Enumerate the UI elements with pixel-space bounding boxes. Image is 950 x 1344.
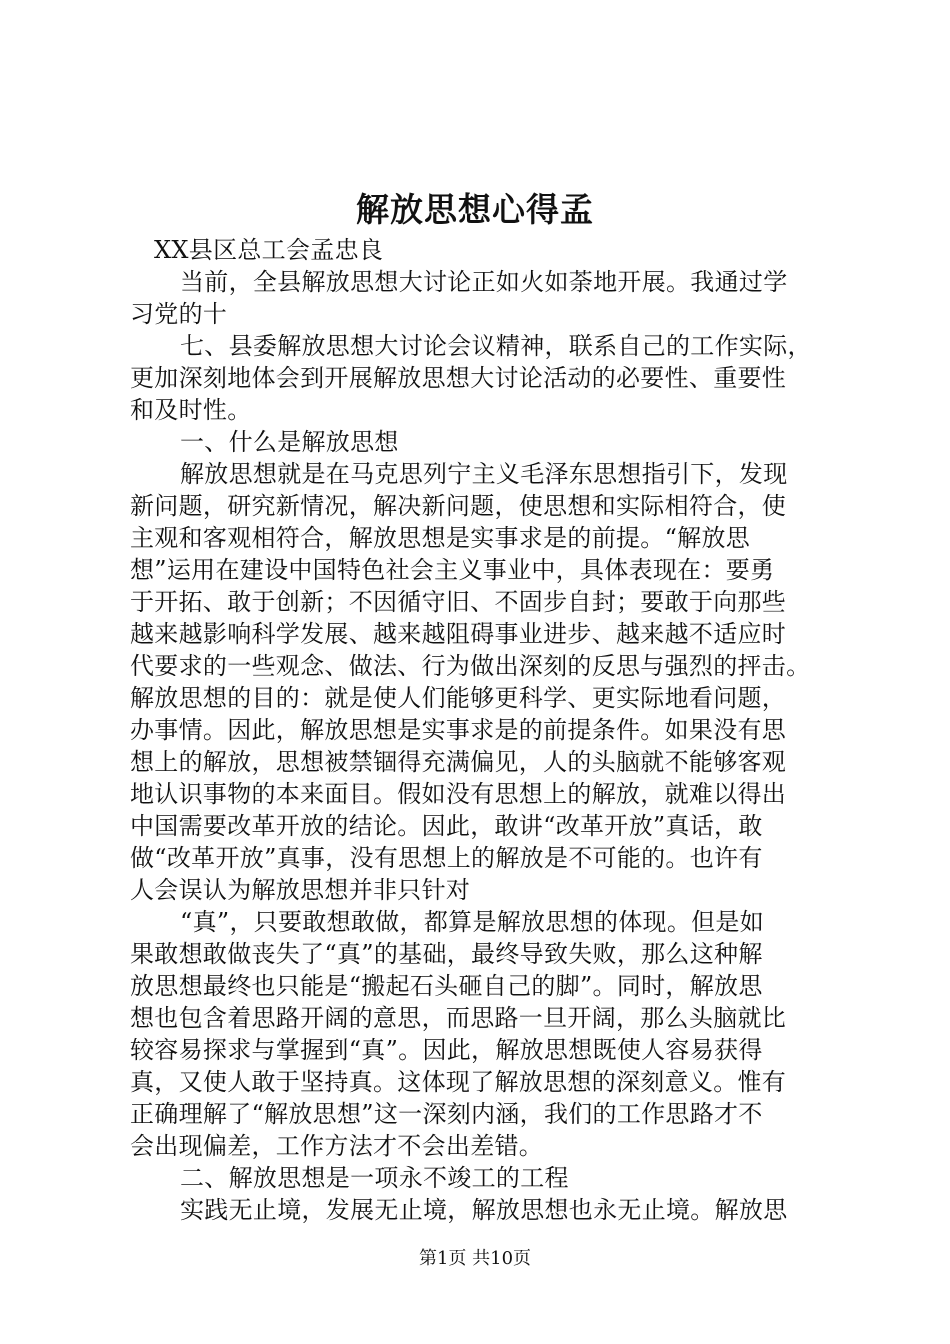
- body-line: 会出现偏差，工作方法才不会出差错。: [130, 1132, 544, 1160]
- document-body: [130, 234, 850, 1226]
- body-line: 代要求的一些观念、做法、行为做出深刻的反思与强烈的抨击。: [130, 652, 811, 680]
- author-line: XX县区总工会孟忠良: [154, 236, 384, 264]
- body-line: 较容易探求与掌握到“真”。因此，解放思想既使人容易获得: [130, 1036, 763, 1064]
- page-number: 第1页 共10页: [418, 1248, 532, 1269]
- body-line: 主观和客观相符合，解放思想是实事求是的前提。“解放思: [130, 524, 751, 552]
- body-line: 实践无止境，发展无止境，解放思想也永无止境。解放思: [180, 1196, 788, 1224]
- body-line: 越来越影响科学发展、越来越阻碍事业进步、越来越不适应时: [130, 620, 787, 648]
- body-line: 想也包含着思路开阔的意思，而思路一旦开阔，那么头脑就比: [130, 1004, 787, 1032]
- body-line: 中国需要改革开放的结论。因此，敢讲“改革开放”真话，敢: [130, 812, 763, 840]
- section-heading: 一、什么是解放思想: [180, 428, 399, 456]
- body-line: 当前，全县解放思想大讨论正如火如荼地开展。我通过学: [180, 268, 788, 296]
- body-line: 习党的十: [130, 300, 228, 328]
- body-line: 人会误认为解放思想并非只针对: [130, 876, 471, 904]
- body-line: 想”运用在建设中国特色社会主义事业中，具体表现在：要勇: [130, 556, 775, 584]
- body-line: 果敢想敢做丧失了“真”的基础，最终导致失败，那么这种解: [130, 940, 763, 968]
- body-line: 做“改革开放”真事，没有思想上的解放是不可能的。也许有: [130, 844, 763, 872]
- body-line: 更加深刻地体会到开展解放思想大讨论活动的必要性、重要性: [130, 364, 787, 392]
- body-line: 七、县委解放思想大讨论会议精神，联系自己的工作实际，: [180, 332, 812, 360]
- body-line: 和及时性。: [130, 396, 252, 424]
- body-line: 放思想最终也只能是“搬起石头砸自己的脚”。同时，解放思: [130, 972, 763, 1000]
- body-line: 地认识事物的本来面目。假如没有思想上的解放，就难以得出: [130, 780, 787, 808]
- document-title: 解放思想心得孟: [356, 190, 594, 229]
- body-line: 新问题，研究新情况，解决新问题，使思想和实际相符合，使: [130, 492, 787, 520]
- section-heading: 二、解放思想是一项永不竣工的工程: [180, 1164, 569, 1192]
- body-line: 解放思想就是在马克思列宁主义毛泽东思想指引下，发现: [180, 460, 788, 488]
- body-line: 于开拓、敢于创新；不因循守旧、不固步自封；要敢于向那些: [130, 588, 787, 616]
- body-line: 办事情。因此，解放思想是实事求是的前提条件。如果没有思: [130, 716, 787, 744]
- body-line: 解放思想的目的：就是使人们能够更科学、更实际地看问题，: [130, 684, 787, 712]
- body-line: 真，又使人敢于坚持真。这体现了解放思想的深刻意义。惟有: [130, 1068, 787, 1096]
- body-line: 想上的解放，思想被禁锢得充满偏见，人的头脑就不能够客观: [130, 748, 787, 776]
- body-line: 正确理解了“解放思想”这一深刻内涵，我们的工作思路才不: [130, 1100, 763, 1128]
- body-line: “真”，只要敢想敢做，都算是解放思想的体现。但是如: [180, 908, 765, 936]
